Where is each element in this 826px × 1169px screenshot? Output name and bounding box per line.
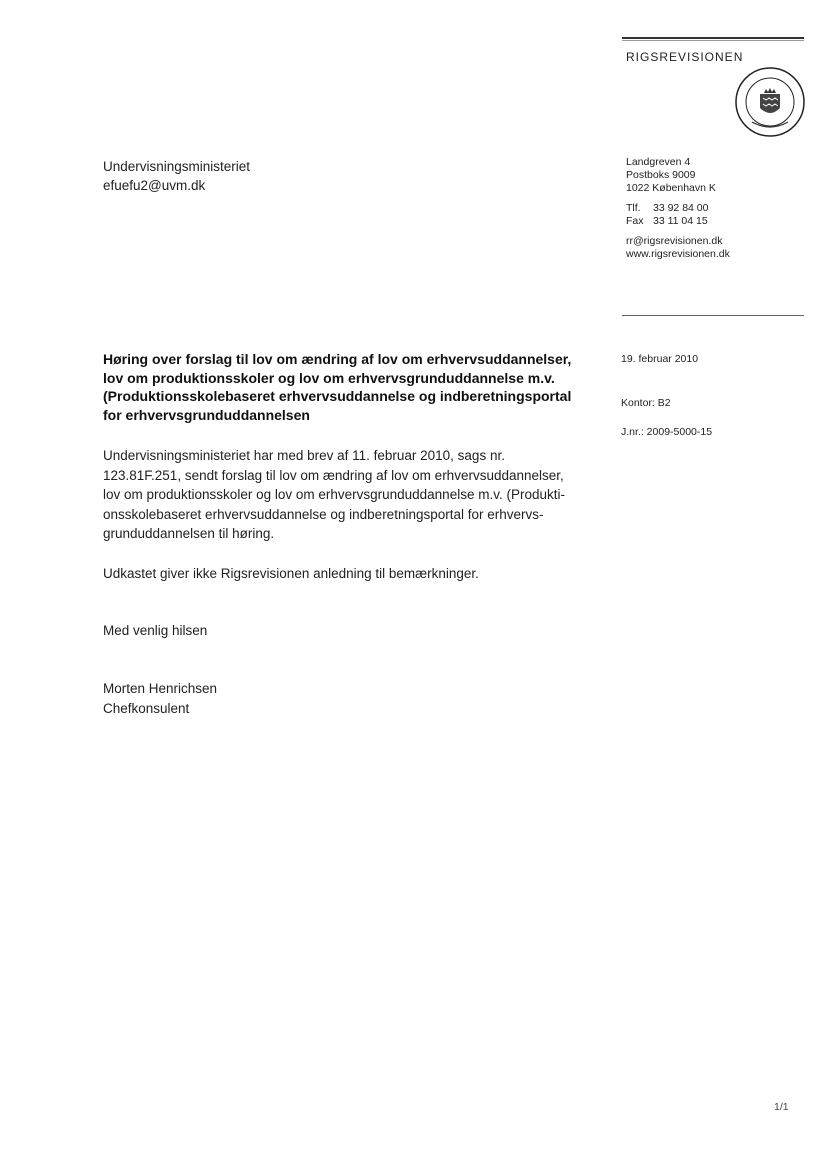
sender-email: rr@rigsrevisionen.dk [626, 235, 723, 247]
subject-line: Høring over forslag til lov om ændring af lov om erhvervsuddannelser, [103, 351, 572, 367]
body-paragraph-1 [103, 446, 593, 544]
closing-greeting: Med venlig hilsen [103, 623, 208, 638]
header-rule-thin [622, 40, 804, 41]
sender-website: www.rigsrevisionen.dk [626, 248, 730, 260]
signer-title: Chefkonsulent [103, 700, 190, 716]
recipient-name: Undervisningsministeriet [103, 159, 251, 174]
address-street: Landgreven 4 [626, 156, 691, 168]
fax-label: Fax [626, 215, 644, 227]
subject-heading [103, 350, 583, 424]
fax-line [626, 215, 730, 228]
address-pobox: Postboks 9009 [626, 169, 696, 181]
body-line: onsskolebaseret erhvervsuddannelse og indberetningsportal for erhvervs- [103, 506, 544, 522]
phone-line [626, 202, 730, 215]
folketinget-seal-icon [734, 66, 806, 138]
subject-line: (Produktionsskolebaseret erhvervsuddannelse og indberetningsportal [103, 388, 572, 404]
subject-line: for erhvervsgrunduddannelsen [103, 406, 310, 423]
body-line: 123.81F.251, sendt forslag til lov om ændring af lov om erhvervsuddannelser, [103, 467, 564, 483]
recipient-email: efuefu2@uvm.dk [103, 178, 206, 193]
address-city: 1022 København K [626, 182, 716, 194]
sender-address [626, 156, 730, 261]
recipient-block [103, 157, 250, 195]
header-rule [622, 37, 804, 39]
signature-block [103, 679, 593, 718]
page-number: 1/1 [774, 1101, 789, 1113]
office-code: Kontor: B2 [621, 397, 671, 409]
organization-name: RIGSREVISIONEN [626, 50, 744, 64]
body-line: lov om produktionsskoler og lov om erhvervsgrunduddannelse m.v. (Produkti- [103, 487, 565, 502]
letter-date: 19. februar 2010 [621, 353, 699, 365]
body-line: grunduddannelsen til høring. [103, 526, 275, 541]
phone-number: 33 92 84 00 [653, 202, 709, 214]
subject-line: lov om produktionsskoler og lov om erhvervsgrunduddannelse m.v. [103, 369, 555, 386]
body-paragraph-2: Udkastet giver ikke Rigsrevisionen anledning til bemærkninger. [103, 566, 479, 581]
address-rule [622, 315, 804, 316]
phone-label: Tlf. [626, 202, 641, 214]
body-line: Undervisningsministeriet har med brev af 11. februar 2010, sags nr. [103, 448, 505, 463]
fax-number: 33 11 04 15 [653, 215, 708, 227]
signer-name: Morten Henrichsen [103, 681, 218, 696]
journal-number: J.nr.: 2009-5000-15 [621, 426, 713, 438]
